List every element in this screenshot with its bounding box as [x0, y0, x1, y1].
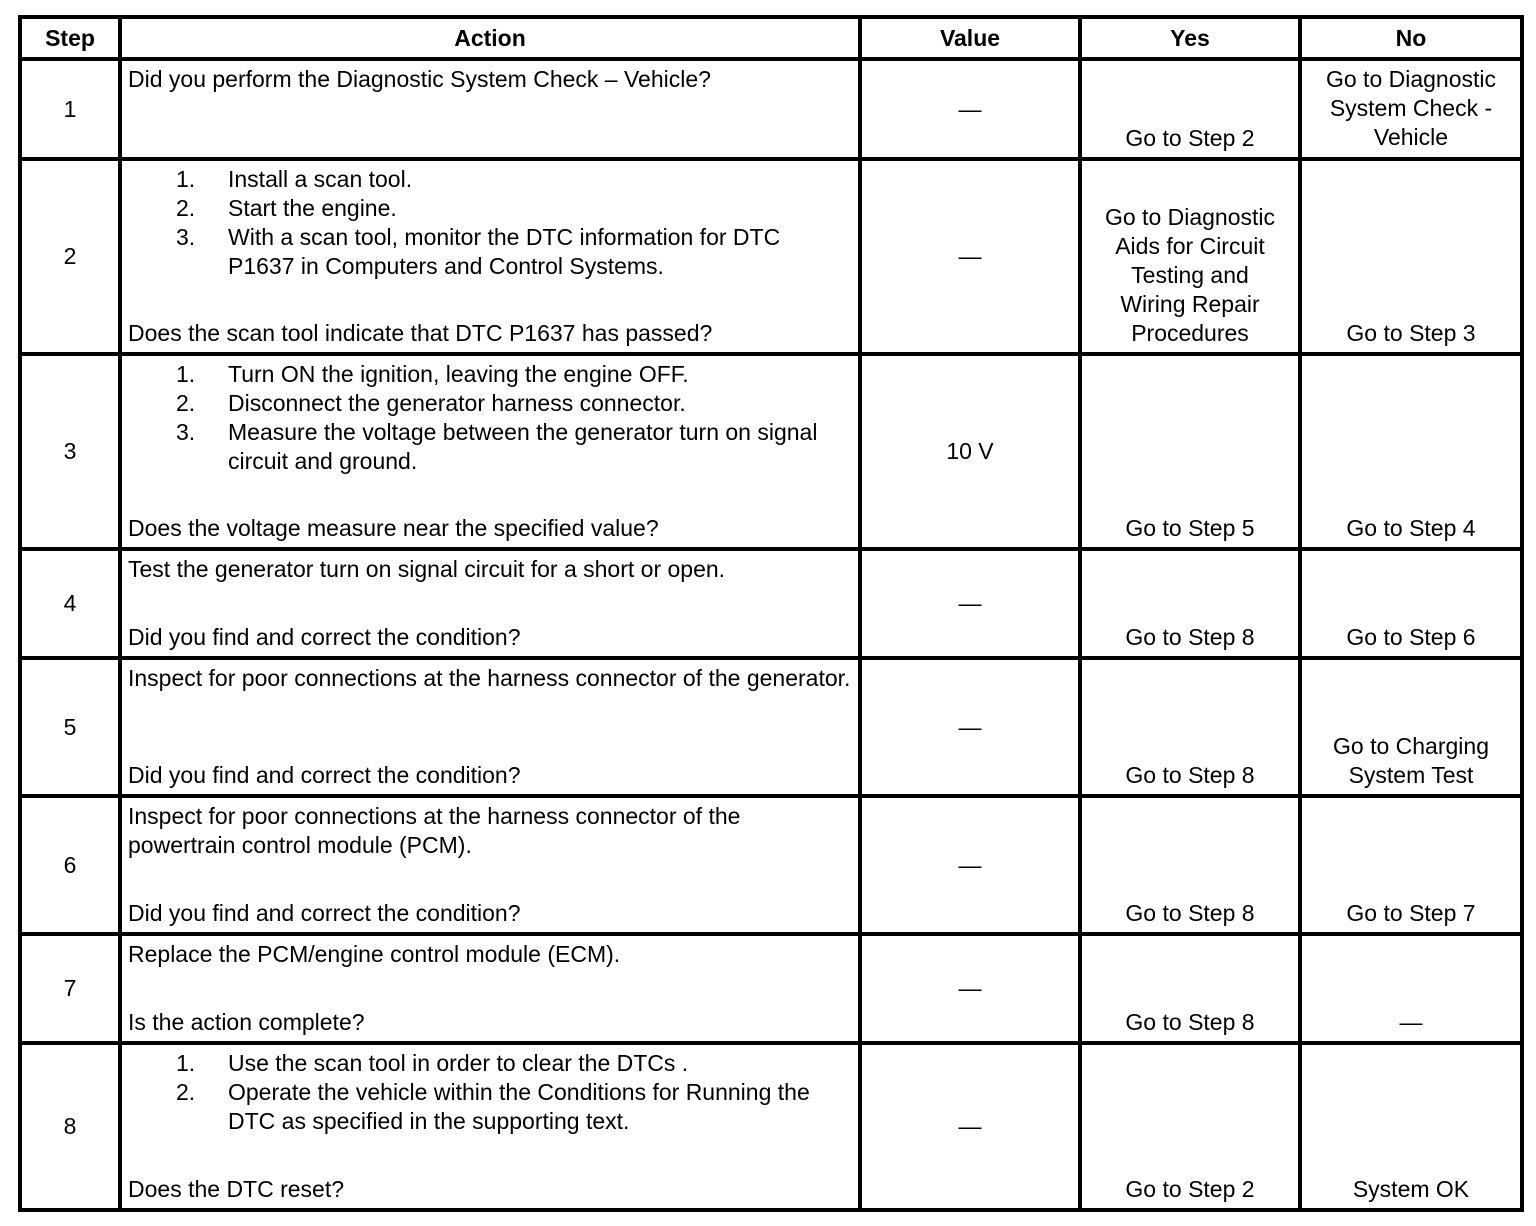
yes-outcome: Go to Step 8	[1125, 762, 1255, 788]
table-row	[20, 159, 1522, 354]
table-body	[20, 59, 1522, 1210]
no-cell	[1300, 796, 1522, 934]
no-cell	[1300, 59, 1522, 159]
no-cell	[1300, 658, 1522, 796]
no-outcome: Go to Step 6	[1346, 624, 1476, 650]
yes-outcome: Go to Diagnostic Aids for Circuit Testing and Wiring Repair Procedures	[1104, 204, 1276, 346]
action-question: Did you find and correct the condition?	[128, 624, 521, 650]
action-step-number: 3.	[176, 224, 196, 250]
table-row	[20, 59, 1522, 159]
action-cell	[120, 59, 860, 159]
no-cell	[1300, 159, 1522, 354]
action-text: Inspect for poor connections at the harness connector of the powertrain control module (PCM).	[128, 803, 741, 858]
no-cell	[1300, 1043, 1522, 1210]
action-question: Does the scan tool indicate that DTC P1637 has passed?	[128, 320, 713, 346]
table-row	[20, 934, 1522, 1043]
yes-cell	[1080, 658, 1300, 796]
yes-cell	[1080, 549, 1300, 658]
value-cell: —	[860, 549, 1080, 658]
no-cell	[1300, 549, 1522, 658]
table-row	[20, 549, 1522, 658]
action-step-item	[128, 1078, 852, 1136]
action-text: Inspect for poor connections at the harness connector of the generator.	[128, 665, 851, 691]
action-cell	[120, 354, 860, 549]
action-step-text: Turn ON the ignition, leaving the engine OFF.	[228, 361, 689, 387]
action-step-item	[128, 1049, 852, 1078]
action-text: Test the generator turn on signal circuit for a short or open.	[128, 556, 726, 582]
yes-cell	[1080, 934, 1300, 1043]
yes-outcome: Go to Step 2	[1125, 125, 1255, 151]
step-number: 2	[20, 159, 120, 354]
action-cell	[120, 796, 860, 934]
action-cell	[120, 658, 860, 796]
action-step-text: Measure the voltage between the generator turn on signal circuit and ground.	[228, 419, 818, 474]
value-cell: —	[860, 1043, 1080, 1210]
step-number: 1	[20, 59, 120, 159]
action-step-item	[128, 360, 852, 389]
action-steps-list	[128, 360, 852, 476]
action-step-item	[128, 389, 852, 418]
yes-cell	[1080, 59, 1300, 159]
no-outcome: Go to Step 4	[1346, 515, 1476, 541]
header-yes: Yes	[1080, 17, 1300, 59]
header-row	[20, 17, 1522, 59]
action-step-text: Disconnect the generator harness connector.	[228, 390, 686, 416]
action-step-text: Install a scan tool.	[228, 166, 413, 192]
action-steps-list	[128, 1049, 852, 1136]
action-cell	[120, 159, 860, 354]
action-step-number: 1.	[176, 361, 196, 387]
header-no: No	[1300, 17, 1522, 59]
value-cell: —	[860, 159, 1080, 354]
header-action: Action	[120, 17, 860, 59]
yes-outcome: Go to Step 8	[1125, 1009, 1255, 1035]
action-step-text: Operate the vehicle within the Conditions for Running the DTC as specified in the supporting text.	[228, 1079, 810, 1134]
action-steps-list	[128, 165, 852, 281]
yes-cell	[1080, 159, 1300, 354]
action-step-number: 3.	[176, 419, 196, 445]
header-value: Value	[860, 17, 1080, 59]
yes-outcome: Go to Step 8	[1125, 624, 1255, 650]
no-outcome: —	[1399, 1009, 1423, 1035]
step-number: 5	[20, 658, 120, 796]
action-step-item	[128, 194, 852, 223]
yes-cell	[1080, 796, 1300, 934]
table-row	[20, 354, 1522, 549]
table-row	[20, 1043, 1522, 1210]
action-text: Replace the PCM/engine control module (ECM).	[128, 941, 621, 967]
action-step-item	[128, 418, 852, 476]
action-step-text: Use the scan tool in order to clear the DTCs .	[228, 1050, 689, 1076]
action-step-text: With a scan tool, monitor the DTC information for DTC P1637 in Computers and Control Systems.	[228, 224, 781, 279]
action-step-item	[128, 223, 852, 281]
yes-cell	[1080, 1043, 1300, 1210]
step-number: 7	[20, 934, 120, 1043]
value-cell: —	[860, 934, 1080, 1043]
step-number: 3	[20, 354, 120, 549]
yes-outcome: Go to Step 2	[1125, 1176, 1255, 1202]
action-step-text: Start the engine.	[228, 195, 397, 221]
no-outcome: Go to Step 7	[1346, 900, 1476, 926]
action-step-number: 2.	[176, 195, 196, 221]
action-question: Did you find and correct the condition?	[128, 900, 521, 926]
action-cell	[120, 549, 860, 658]
no-outcome: Go to Diagnostic System Check - Vehicle	[1325, 66, 1497, 150]
step-number: 4	[20, 549, 120, 658]
action-question: Does the DTC reset?	[128, 1176, 345, 1202]
no-outcome: System OK	[1352, 1176, 1470, 1202]
table-row	[20, 796, 1522, 934]
action-step-number: 2.	[176, 390, 196, 416]
action-step-number: 1.	[176, 1050, 196, 1076]
action-cell	[120, 1043, 860, 1210]
no-outcome: Go to Charging System Test	[1333, 733, 1489, 788]
value-cell: —	[860, 796, 1080, 934]
action-step-item	[128, 165, 852, 194]
action-cell	[120, 934, 860, 1043]
action-question: Does the voltage measure near the specified value?	[128, 515, 659, 541]
action-question: Did you find and correct the condition?	[128, 762, 521, 788]
action-step-number: 2.	[176, 1079, 196, 1105]
diagnostic-table	[18, 15, 1524, 1212]
value-cell: 10 V	[860, 354, 1080, 549]
yes-cell	[1080, 354, 1300, 549]
value-cell: —	[860, 658, 1080, 796]
yes-outcome: Go to Step 5	[1125, 515, 1255, 541]
header-step: Step	[20, 17, 120, 59]
step-number: 8	[20, 1043, 120, 1210]
action-step-number: 1.	[176, 166, 196, 192]
step-number: 6	[20, 796, 120, 934]
value-cell: —	[860, 59, 1080, 159]
no-cell	[1300, 934, 1522, 1043]
no-cell	[1300, 354, 1522, 549]
yes-outcome: Go to Step 8	[1125, 900, 1255, 926]
action-question: Is the action complete?	[128, 1009, 365, 1035]
table-row	[20, 658, 1522, 796]
no-outcome: Go to Step 3	[1346, 320, 1476, 346]
action-text: Did you perform the Diagnostic System Check – Vehicle?	[128, 66, 711, 92]
